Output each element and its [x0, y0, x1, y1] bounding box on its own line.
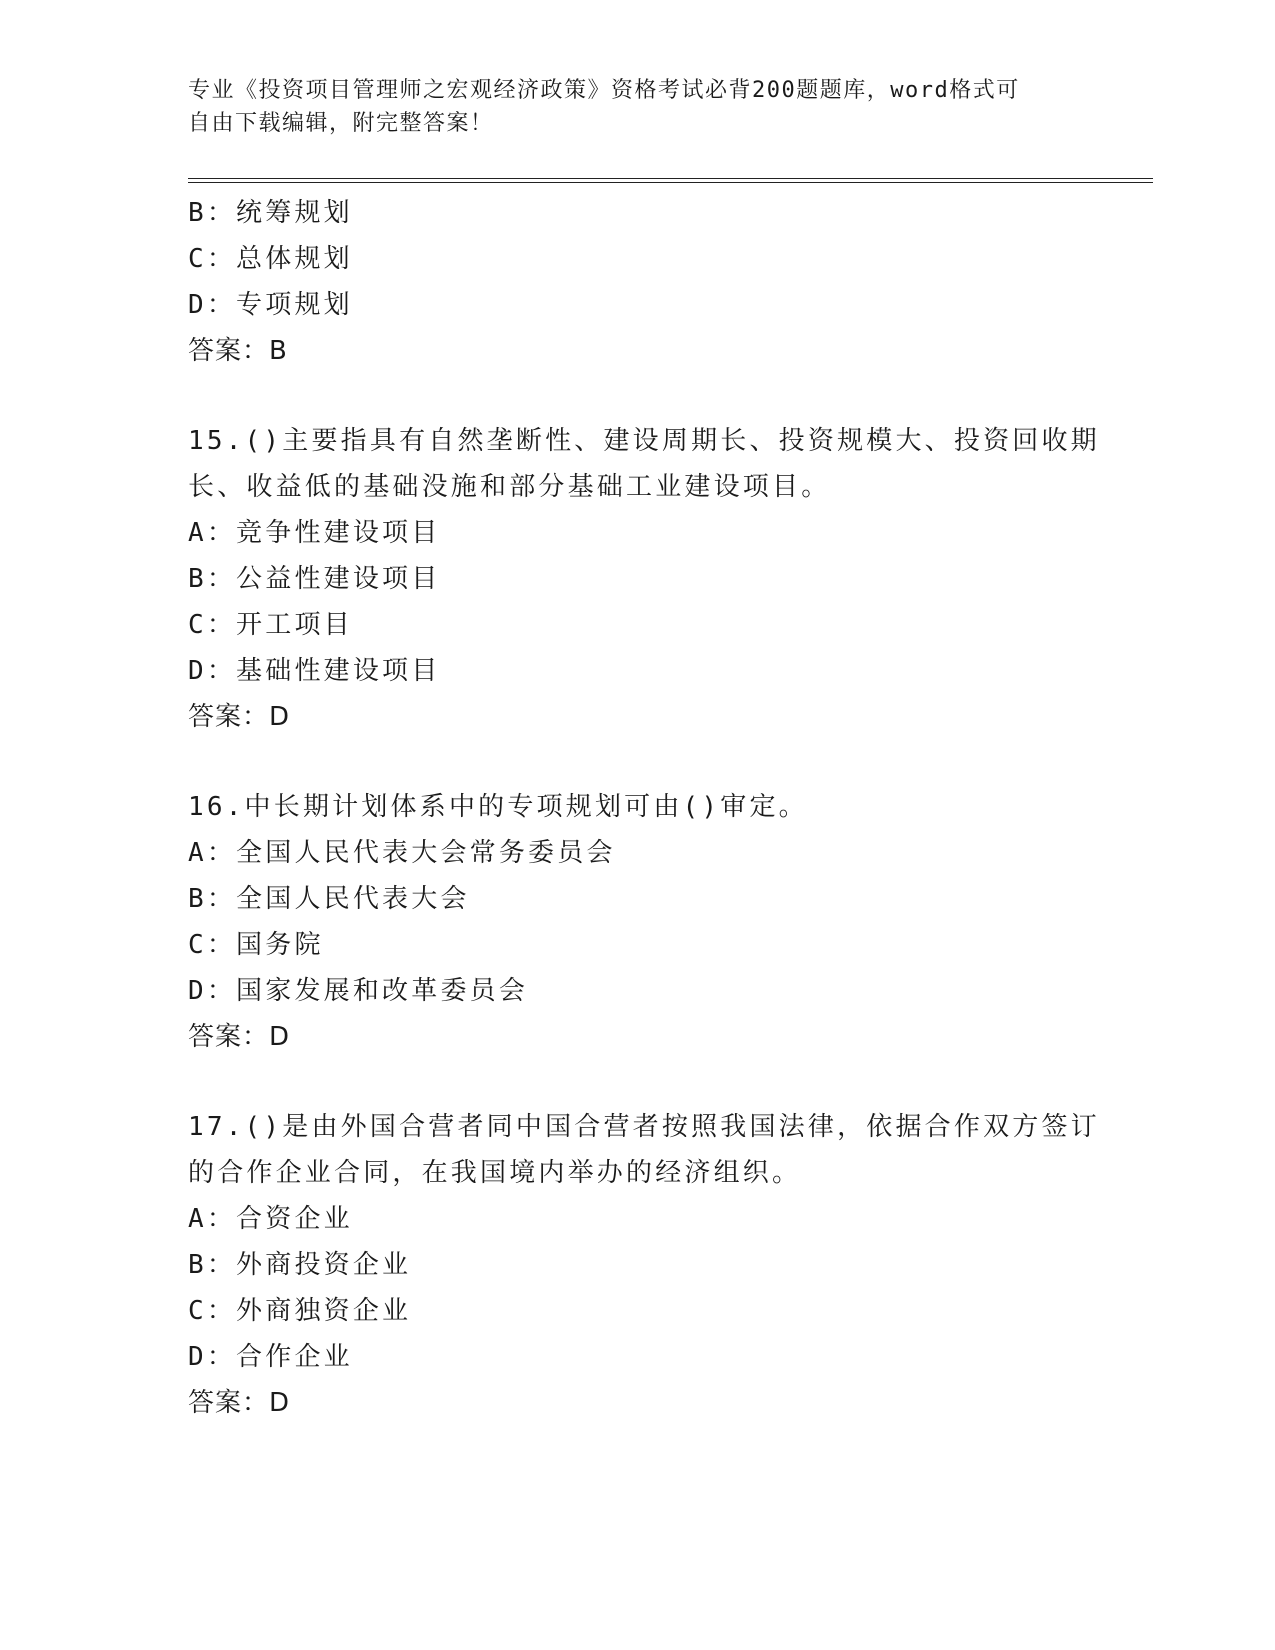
header-rule-bottom	[188, 182, 1153, 183]
header-line-2: 自由下载编辑，附完整答案！	[188, 111, 494, 136]
header-rule-top	[188, 178, 1153, 179]
question-text-line-1: 15.()主要指具有自然垄断性、建设周期长、投资规模大、投资回收期	[188, 426, 1100, 456]
question-text-line-1: 16.中长期计划体系中的专项规划可由()审定。	[188, 792, 808, 822]
question-block-17	[188, 1104, 1100, 1426]
answer-line: 答案：B	[188, 336, 288, 366]
option-c: C：外商独资企业	[188, 1296, 412, 1326]
option-c: C：总体规划	[188, 244, 353, 274]
option-c: C：开工项目	[188, 610, 353, 640]
answer-line: 答案：D	[188, 1022, 291, 1052]
document-header	[188, 74, 1088, 140]
question-block-16	[188, 784, 1088, 1060]
option-b: B：外商投资企业	[188, 1250, 412, 1280]
question-text-line-1: 17.()是由外国合营者同中国合营者按照我国法律，依据合作双方签订	[188, 1112, 1100, 1142]
option-d: D：专项规划	[188, 290, 353, 320]
question-text-line-2: 的合作企业合同，在我国境内举办的经济组织。	[188, 1158, 802, 1188]
option-b: B：全国人民代表大会	[188, 884, 470, 914]
question-list	[188, 190, 1100, 1426]
answer-line: 答案：D	[188, 1388, 291, 1418]
option-d: D：国家发展和改革委员会	[188, 976, 529, 1006]
header-line-1: 专业《投资项目管理师之宏观经济政策》资格考试必背200题题库，word格式可	[188, 78, 1020, 103]
option-a: A：合资企业	[188, 1204, 353, 1234]
option-a: A：全国人民代表大会常务委员会	[188, 838, 616, 868]
question-text-line-2: 长、收益低的基础没施和部分基础工业建设项目。	[188, 472, 831, 502]
option-b: B：公益性建设项目	[188, 564, 441, 594]
option-a: A：竞争性建设项目	[188, 518, 441, 548]
option-c: C：国务院	[188, 930, 324, 960]
answer-line: 答案：D	[188, 702, 291, 732]
option-d: D：基础性建设项目	[188, 656, 441, 686]
question-block-15	[188, 418, 1100, 740]
option-b: B：统筹规划	[188, 198, 353, 228]
option-d: D：合作企业	[188, 1342, 353, 1372]
question-block-14	[188, 190, 1088, 374]
